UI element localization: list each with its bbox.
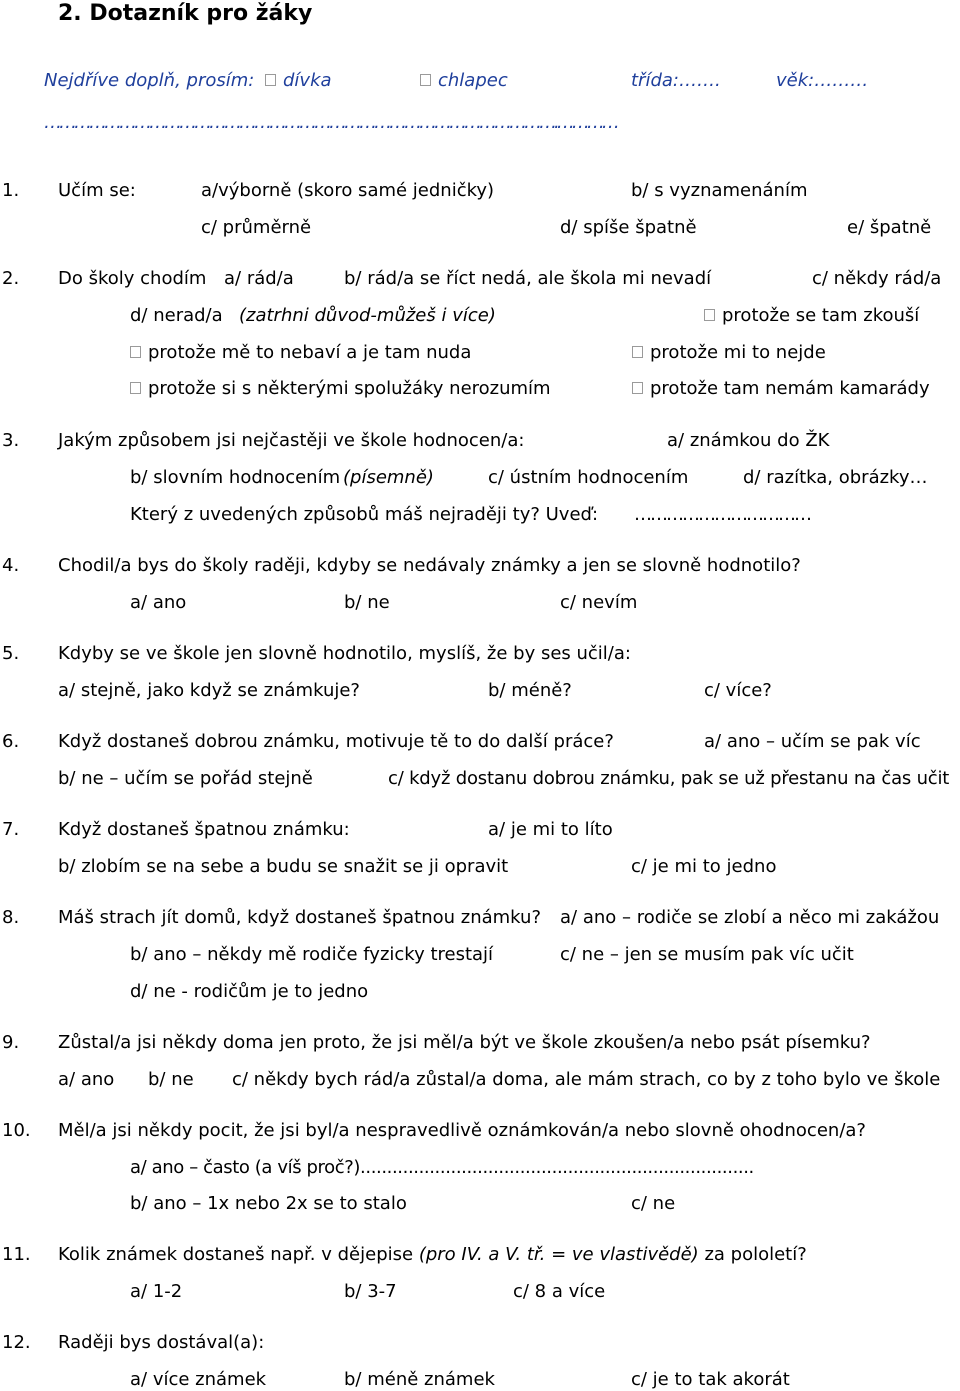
q12-number: 12. — [2, 1332, 31, 1353]
q4-stem: Chodil/a bys do školy raději, kdyby se nedávaly známky a jen se slovně hodnotilo? — [58, 555, 801, 576]
q1-option-a[interactable]: a/výborně (skoro samé jedničky) — [201, 180, 495, 201]
q9-number: 9. — [2, 1032, 20, 1053]
q2-option-a[interactable]: a/ rád/a — [224, 268, 294, 289]
q7-option-a[interactable]: a/ je mi to líto — [488, 819, 613, 840]
q8-stem: Máš strach jít domů, když dostaneš špatnou známku? — [58, 907, 542, 928]
q3-number: 3. — [2, 430, 20, 451]
q6-option-a[interactable]: a/ ano – učím se pak víc — [704, 731, 921, 752]
q4-option-b[interactable]: b/ ne — [344, 592, 390, 613]
q6-option-c[interactable]: c/ když dostanu dobrou známku, pak se už přestanu na čas učit — [388, 768, 950, 789]
q5-option-a[interactable]: a/ stejně, jako když se známkuje? — [58, 680, 360, 701]
q12-option-c[interactable]: c/ je to tak akorát — [631, 1369, 790, 1390]
q5-option-c[interactable]: c/ více? — [704, 680, 772, 701]
q3-option-b[interactable]: b/ slovním hodnocením — [130, 467, 341, 488]
q11-stem-pre: Kolik známek dostaneš např. v dějepise — [58, 1244, 414, 1265]
q2-reason-classmates[interactable]: protože si s některými spolužáky nerozumím — [130, 378, 551, 400]
q8-option-d[interactable]: d/ ne - rodičům je to jedno — [130, 981, 369, 1002]
age-field[interactable]: věk:……… — [776, 70, 869, 91]
q11-option-a[interactable]: a/ 1-2 — [130, 1281, 183, 1302]
q5-stem: Kdyby se ve škole jen slovně hodnotilo, myslíš, že by ses učil/a: — [58, 643, 631, 664]
q8-option-c[interactable]: c/ ne – jen se musím pak víc učit — [560, 944, 854, 965]
q4-option-c[interactable]: c/ nevím — [560, 592, 638, 613]
q10-option-c[interactable]: c/ ne — [631, 1193, 676, 1214]
q8-option-a[interactable]: a/ ano – rodiče se zlobí a něco mi zakážou — [560, 907, 940, 928]
q10-option-a[interactable]: a/ ano – často (a víš proč?).......................................................................... — [130, 1157, 754, 1178]
q7-option-c[interactable]: c/ je mi to jedno — [631, 856, 777, 877]
intro-dots: ………………………………………………………………………………………….………… — [44, 112, 617, 133]
q11-stem — [58, 1244, 807, 1266]
q2-reason-no-friends[interactable]: protože tam nemám kamarády — [632, 378, 930, 400]
q2-option-b[interactable]: b/ rád/a se říct nedá, ale škola mi nevadí — [344, 268, 712, 289]
q5-option-b[interactable]: b/ méně? — [488, 680, 572, 701]
q2-option-d[interactable]: d/ nerad/a — [130, 305, 223, 326]
q7-number: 7. — [2, 819, 20, 840]
q3-option-b-note: (písemně) — [343, 467, 434, 488]
q2-number: 2. — [2, 268, 20, 289]
q2-stem: Do školy chodím — [58, 268, 207, 289]
option-boy[interactable]: chlapec — [420, 70, 508, 92]
q11-stem-post: za pololetí? — [704, 1244, 807, 1265]
q3-stem: Jakým způsobem jsi nejčastěji ve škole hodnocen/a: — [58, 430, 525, 451]
q10-stem: Měl/a jsi někdy pocit, že jsi byl/a nespravedlivě oznámkován/a nebo slovně ohodnocen/a? — [58, 1120, 866, 1141]
q7-stem: Když dostaneš špatnou známku: — [58, 819, 350, 840]
q7-option-b[interactable]: b/ zlobím se na sebe a budu se snažit se ji opravit — [58, 856, 509, 877]
q11-option-b[interactable]: b/ 3-7 — [344, 1281, 397, 1302]
q11-number: 11. — [2, 1244, 31, 1265]
q2-reason-boring[interactable]: protože mě to nebaví a je tam nuda — [130, 342, 471, 364]
q2-option-c[interactable]: c/ někdy rád/a — [812, 268, 942, 289]
q9-option-c[interactable]: c/ někdy bych rád/a zůstal/a doma, ale mám strach, co by z toho bylo ve škole — [232, 1069, 941, 1090]
q1-number: 1. — [2, 180, 20, 201]
q3-option-d[interactable]: d/ razítka, obrázky… — [743, 467, 928, 488]
q1-option-e[interactable]: e/ špatně — [847, 217, 932, 238]
q3-option-a[interactable]: a/ známkou do ŽK — [667, 430, 830, 451]
q11-stem-note: (pro IV. a V. tř. = ve vlastivědě) — [418, 1244, 699, 1265]
q6-stem: Když dostaneš dobrou známku, motivuje tě to do další práce? — [58, 731, 614, 752]
q4-number: 4. — [2, 555, 20, 576]
q1-stem: Učím se: — [58, 180, 136, 201]
class-field[interactable]: třída:……. — [631, 70, 721, 91]
q8-number: 8. — [2, 907, 20, 928]
q9-option-b[interactable]: b/ ne — [148, 1069, 194, 1090]
q6-number: 6. — [2, 731, 20, 752]
q2-reason-exams[interactable]: protože se tam zkouší — [704, 305, 919, 327]
q1-option-b[interactable]: b/ s vyznamenáním — [631, 180, 808, 201]
q11-option-c[interactable]: c/ 8 a více — [513, 1281, 606, 1302]
q12-option-a[interactable]: a/ více známek — [130, 1369, 267, 1390]
q9-option-a[interactable]: a/ ano — [58, 1069, 115, 1090]
q6-option-b[interactable]: b/ ne – učím se pořád stejně — [58, 768, 313, 789]
q12-stem: Raději bys dostával(a): — [58, 1332, 265, 1353]
q1-option-c[interactable]: c/ průměrně — [201, 217, 312, 238]
intro-prompt: Nejdříve doplň, prosím: — [44, 70, 255, 91]
q12-option-b[interactable]: b/ méně známek — [344, 1369, 495, 1390]
q10-number: 10. — [2, 1120, 31, 1141]
option-girl[interactable]: dívka — [265, 70, 332, 92]
q2-reason-not-good[interactable]: protože mi to nejde — [632, 342, 826, 364]
q10-option-b[interactable]: b/ ano – 1x nebo 2x se to stalo — [130, 1193, 407, 1214]
q1-option-d[interactable]: d/ spíše špatně — [560, 217, 697, 238]
q3-answer-field[interactable]: …………………………… — [634, 504, 810, 525]
q3-option-c[interactable]: c/ ústním hodnocením — [488, 467, 689, 488]
q3-follow-up: Který z uvedených způsobů máš nejraději ty? Uveď: — [130, 504, 599, 525]
q4-option-a[interactable]: a/ ano — [130, 592, 187, 613]
q2-option-d-note: (zatrhni důvod-můžeš i více) — [239, 305, 496, 326]
q5-number: 5. — [2, 643, 20, 664]
page-title: 2. Dotazník pro žáky — [58, 1, 313, 26]
q8-option-b[interactable]: b/ ano – někdy mě rodiče fyzicky trestají — [130, 944, 494, 965]
q9-stem: Zůstal/a jsi někdy doma jen proto, že jsi měl/a být ve škole zkoušen/a nebo psát písemku? — [58, 1032, 871, 1053]
